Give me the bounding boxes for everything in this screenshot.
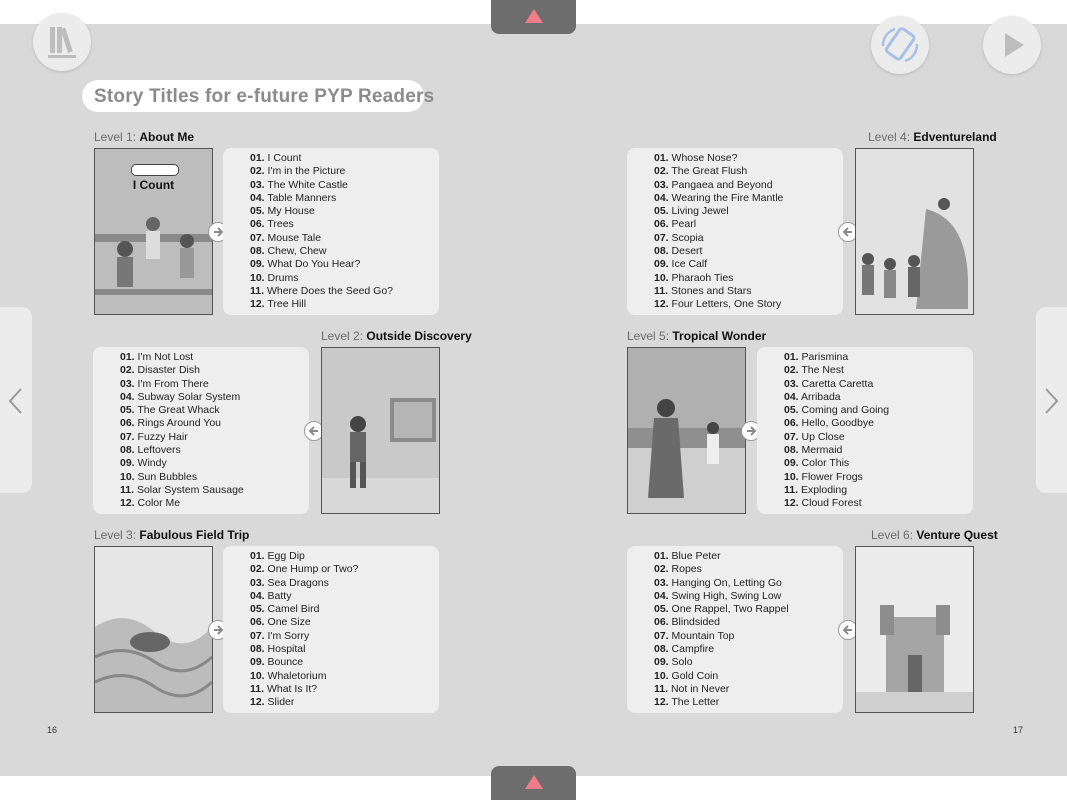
- level-5-title-list: [757, 347, 973, 514]
- level-5-heading: [627, 329, 766, 344]
- list-item[interactable]: 01. Blue Peter: [654, 550, 721, 562]
- level-1-heading: [94, 130, 194, 145]
- list-item[interactable]: 08. Chew, Chew: [250, 245, 327, 258]
- list-item[interactable]: 08. Hospital: [250, 643, 306, 656]
- list-item[interactable]: 03. Caretta Caretta: [784, 377, 874, 390]
- cover-title: I Count: [132, 178, 175, 192]
- play-icon: [983, 16, 1041, 74]
- page-title: [82, 80, 435, 112]
- list-item[interactable]: 05. One Rappel, Two Rappel: [654, 603, 789, 616]
- list-item[interactable]: 09. Bounce: [250, 656, 304, 669]
- play-button[interactable]: [983, 16, 1041, 74]
- cover-illustration: [95, 547, 212, 712]
- level-2-heading: [321, 329, 472, 344]
- list-item[interactable]: 11. What Is It?: [250, 682, 318, 695]
- cover-illustration: [322, 348, 439, 513]
- chevron-left-icon: [0, 307, 32, 493]
- list-item[interactable]: 10. Flower Frogs: [784, 470, 863, 483]
- bottom-toolbar-toggle[interactable]: [491, 766, 576, 800]
- book-cover-blue-peter[interactable]: [855, 546, 974, 713]
- cover-illustration: [856, 149, 973, 314]
- list-item[interactable]: 12. Slider: [250, 696, 295, 709]
- list-item[interactable]: 04. Arribada: [784, 390, 841, 403]
- level-prefix: Level 3:: [94, 528, 137, 542]
- list-item[interactable]: 07. Up Close: [784, 430, 845, 443]
- rotate-device-icon: [871, 16, 929, 74]
- level-2-title-list: [93, 347, 309, 514]
- list-item[interactable]: 10. Gold Coin: [654, 669, 719, 682]
- list-item[interactable]: 03. Hanging On, Letting Go: [654, 576, 782, 589]
- level-6-heading: [871, 528, 998, 543]
- level-name: Fabulous Field Trip: [139, 528, 250, 542]
- list-item[interactable]: 01. I'm Not Lost: [120, 351, 194, 363]
- page-number-left: 16: [47, 725, 58, 735]
- cover-illustration: [95, 149, 212, 314]
- chevron-right-icon: [1036, 307, 1067, 493]
- list-item[interactable]: 04. Wearing the Fire Mantle: [654, 191, 784, 204]
- next-page-button[interactable]: [1036, 307, 1067, 493]
- list-item[interactable]: 01. I Count: [250, 152, 302, 164]
- list-item[interactable]: 09. Color This: [784, 457, 850, 470]
- list-item[interactable]: 07. Fuzzy Hair: [120, 430, 188, 443]
- list-item[interactable]: 07. I'm Sorry: [250, 629, 310, 642]
- list-item[interactable]: 05. Camel Bird: [250, 603, 320, 616]
- list-item[interactable]: 02. The Nest: [784, 364, 844, 377]
- list-item[interactable]: 03. Pangaea and Beyond: [654, 178, 773, 191]
- list-item[interactable]: 11. Exploding: [784, 483, 848, 496]
- level-name: Edventureland: [913, 130, 997, 144]
- prev-page-button[interactable]: [0, 307, 32, 493]
- list-item[interactable]: 08. Campfire: [654, 643, 715, 656]
- cover-illustration: [628, 348, 745, 513]
- list-item[interactable]: 08. Leftovers: [120, 444, 181, 457]
- list-item[interactable]: 12. Four Letters, One Story: [654, 298, 782, 311]
- list-item[interactable]: 06. Trees: [250, 218, 294, 231]
- list-item[interactable]: 12. Cloud Forest: [784, 497, 862, 510]
- level-6-title-list: [627, 546, 843, 713]
- level-4-title-list: [627, 148, 843, 315]
- list-item[interactable]: 02. I'm in the Picture: [250, 165, 346, 178]
- page-title-text: Story Titles for e-future PYP Readers: [94, 86, 435, 107]
- level-4-heading: [868, 130, 997, 145]
- list-item[interactable]: 07. Scopia: [654, 231, 704, 244]
- list-item[interactable]: 11. Solar System Sausage: [120, 483, 244, 496]
- page-number-right: 17: [1013, 725, 1024, 735]
- list-item[interactable]: 03. The White Castle: [250, 178, 348, 191]
- rotate-button[interactable]: [871, 16, 929, 74]
- list-item[interactable]: 11. Where Does the Seed Go?: [250, 284, 394, 297]
- level-prefix: Level 6:: [871, 528, 914, 542]
- list-item[interactable]: 02. The Great Flush: [654, 165, 748, 178]
- level-name: Outside Discovery: [366, 329, 472, 343]
- list-item[interactable]: 01. Whose Nose?: [654, 152, 738, 164]
- list-item[interactable]: 01. Parismina: [784, 351, 849, 363]
- level-3-title-list: [223, 546, 439, 713]
- level-name: Tropical Wonder: [672, 329, 767, 343]
- list-item[interactable]: 10. Drums: [250, 271, 299, 284]
- list-item[interactable]: 09. What Do You Hear?: [250, 258, 361, 271]
- level-prefix: Level 2:: [321, 329, 364, 343]
- triangle-up-icon: [525, 775, 543, 789]
- level-prefix: Level 1:: [94, 130, 137, 144]
- list-item[interactable]: 02. Ropes: [654, 563, 702, 576]
- list-item[interactable]: 10. Sun Bubbles: [120, 470, 198, 483]
- list-item[interactable]: 06. Pearl: [654, 218, 697, 231]
- list-item[interactable]: 09. Solo: [654, 656, 693, 669]
- level-prefix: Level 5:: [627, 329, 670, 343]
- bookshelf-icon: [33, 13, 91, 71]
- list-item[interactable]: 12. Tree Hill: [250, 298, 307, 311]
- list-item[interactable]: 10. Whaletorium: [250, 669, 327, 682]
- list-item[interactable]: 05. My House: [250, 205, 315, 218]
- list-item[interactable]: 04. Batty: [250, 589, 292, 602]
- list-item[interactable]: 06. One Size: [250, 616, 311, 629]
- list-item[interactable]: 11. Stones and Stars: [654, 284, 752, 297]
- triangle-up-icon: [525, 9, 543, 23]
- list-item[interactable]: 08. Mermaid: [784, 444, 843, 457]
- level-1-title-list: [223, 148, 439, 315]
- list-item[interactable]: 02. One Hump or Two?: [250, 563, 359, 576]
- book-cover-egg-dip[interactable]: [94, 546, 213, 713]
- list-item[interactable]: 09. Ice Calf: [654, 258, 708, 271]
- list-item[interactable]: 12. Color Me: [120, 497, 181, 510]
- list-item[interactable]: 07. Mouse Tale: [250, 231, 322, 244]
- list-item[interactable]: 08. Desert: [654, 245, 703, 258]
- list-item[interactable]: 10. Pharaoh Ties: [654, 271, 734, 284]
- level-name: Venture Quest: [916, 528, 998, 542]
- list-item[interactable]: 07. Mountain Top: [654, 629, 735, 642]
- cover-illustration: [856, 547, 973, 712]
- list-item[interactable]: 05. The Great Whack: [120, 404, 220, 417]
- book-cover-im-not-lost[interactable]: [321, 347, 440, 514]
- level-name: About Me: [139, 130, 195, 144]
- list-item[interactable]: 05. Coming and Going: [784, 404, 890, 417]
- list-item[interactable]: 03. I'm From There: [120, 377, 209, 390]
- list-item[interactable]: 04. Subway Solar System: [120, 390, 241, 403]
- list-item[interactable]: 04. Table Manners: [250, 191, 337, 204]
- top-toolbar-toggle[interactable]: [491, 0, 576, 34]
- list-item[interactable]: 06. Blindsided: [654, 616, 720, 629]
- list-item[interactable]: 01. Egg Dip: [250, 550, 305, 562]
- book-cover-whose-nose[interactable]: [855, 148, 974, 315]
- list-item[interactable]: 06. Hello, Goodbye: [784, 417, 874, 430]
- list-item[interactable]: 12. The Letter: [654, 696, 720, 709]
- level-3-heading: [94, 528, 249, 543]
- library-button[interactable]: [33, 13, 91, 71]
- level-prefix: Level 4:: [868, 130, 911, 144]
- list-item[interactable]: 11. Not in Never: [654, 682, 730, 695]
- list-item[interactable]: 04. Swing High, Swing Low: [654, 589, 782, 602]
- list-item[interactable]: 03. Sea Dragons: [250, 576, 329, 589]
- list-item[interactable]: 06. Rings Around You: [120, 417, 222, 430]
- list-item[interactable]: 05. Living Jewel: [654, 205, 729, 218]
- book-cover-parismina[interactable]: [627, 347, 746, 514]
- list-item[interactable]: 09. Windy: [120, 457, 167, 470]
- book-cover-i-count[interactable]: [94, 148, 213, 315]
- list-item[interactable]: 02. Disaster Dish: [120, 364, 200, 377]
